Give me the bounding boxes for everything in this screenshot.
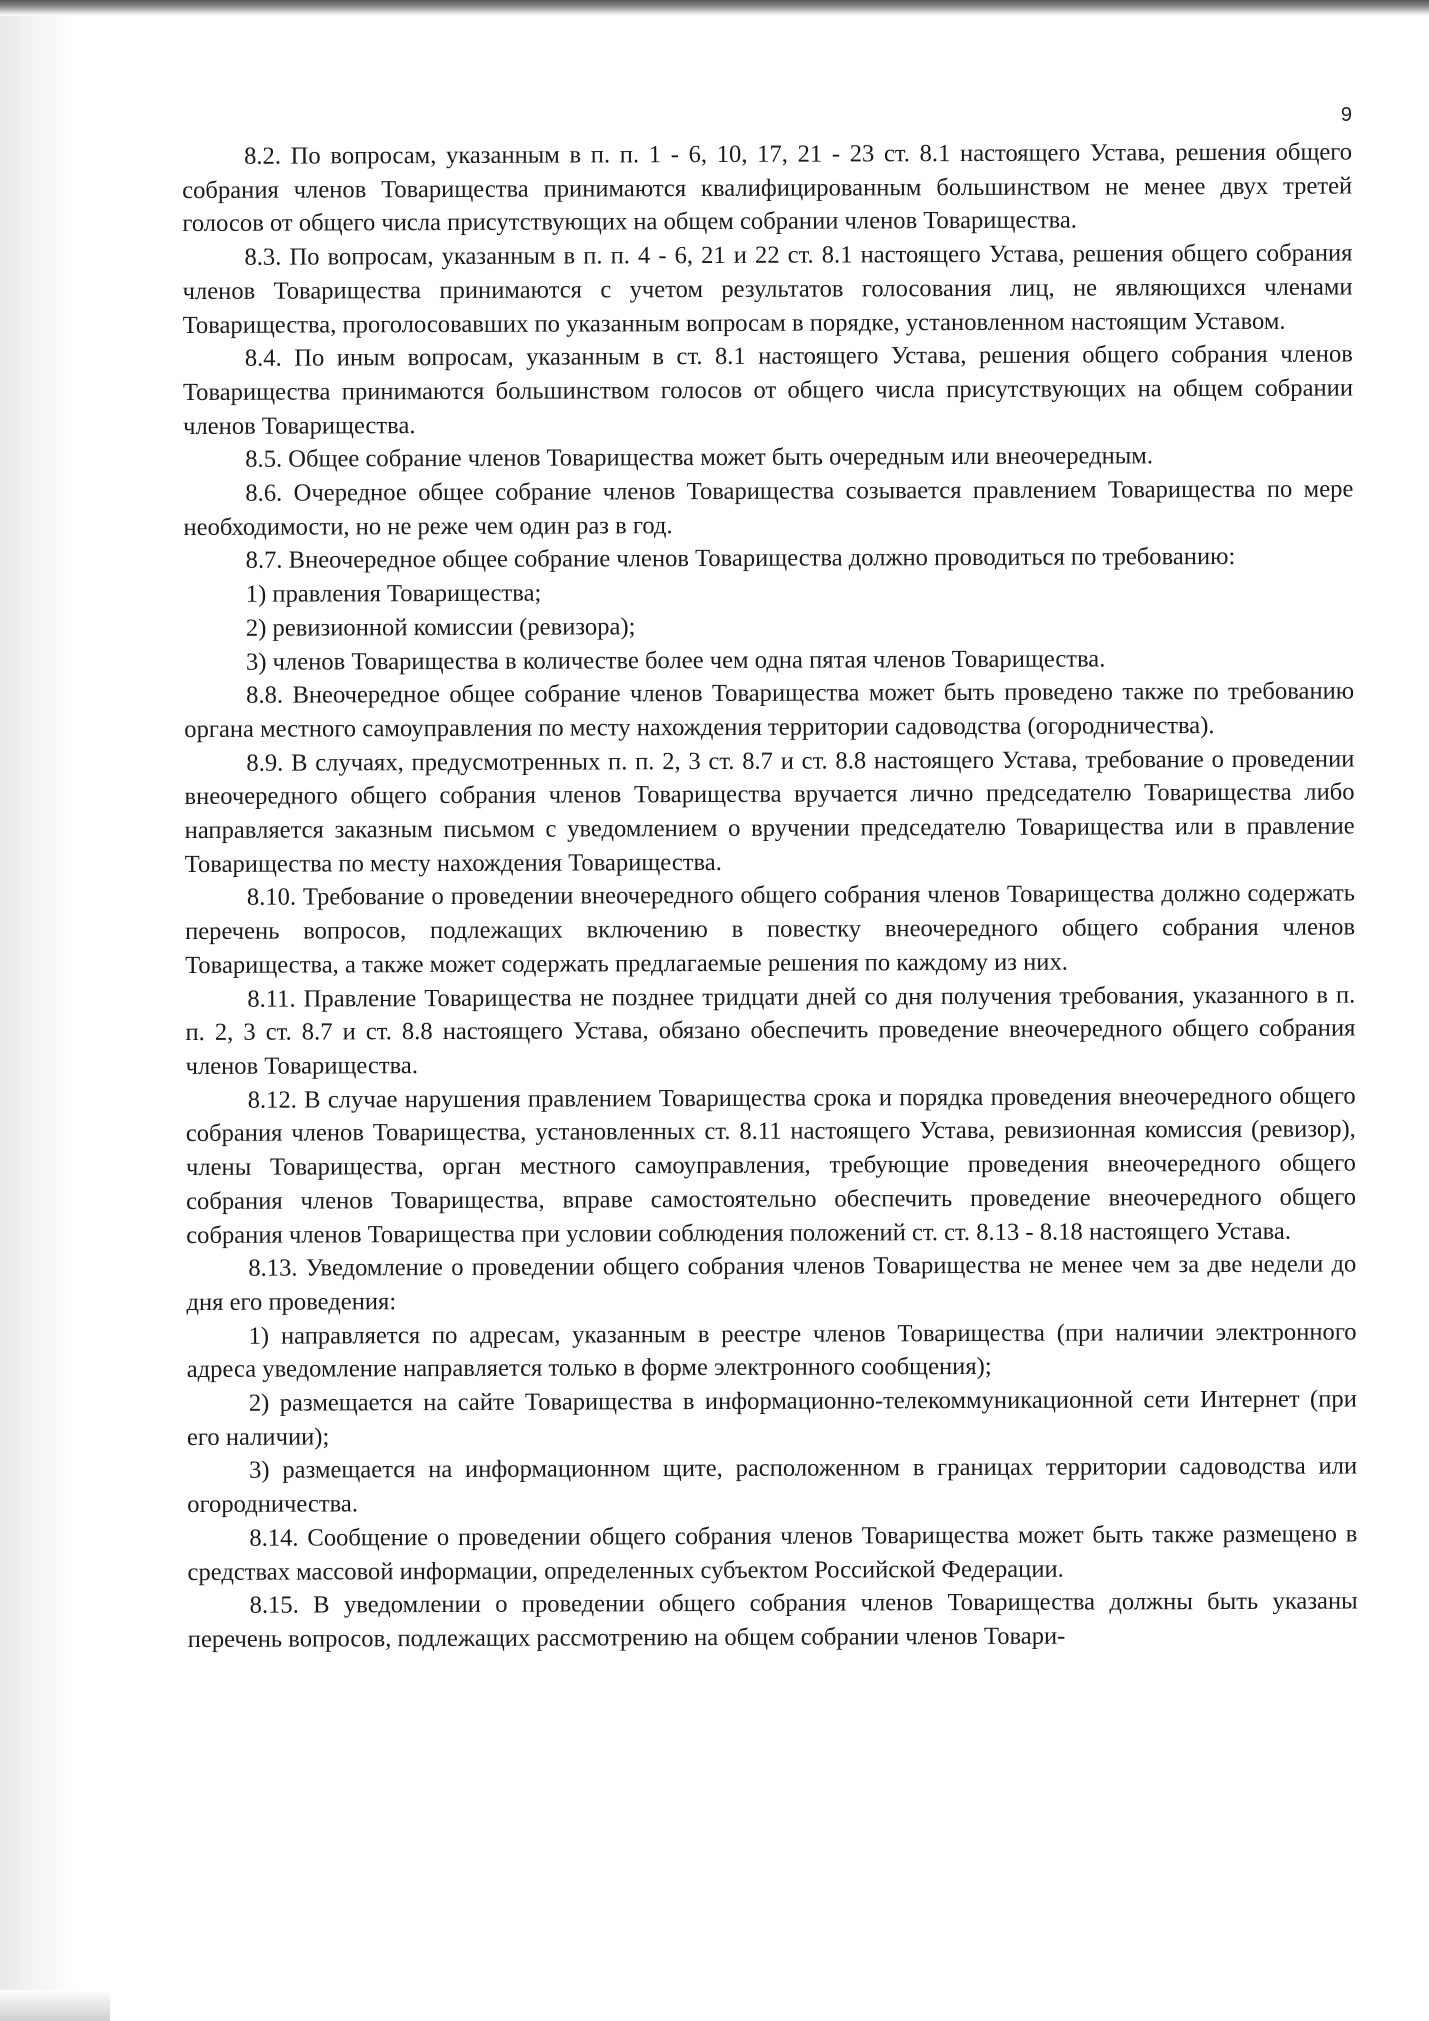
clause-8-7-item-3: 3) членов Товарищества в количестве более чем одна пятая членов Товарищества. <box>245 645 1106 676</box>
document-body <box>182 136 1358 1657</box>
scan-shadow-top <box>0 0 1429 16</box>
clause-8-2: 8.2. По вопросам, указанным в п. п. 1 - 6, 10, 17, 21 - 23 ст. 8.1 настоящего Устава, решения общего собрания членов Товарищества принимаются квалифицированным большинством не менее двух третей голосов от общего числа присутствующих на общем собрании членов Товарищества. <box>182 138 1353 238</box>
scan-shadow-bottom-corner <box>0 1990 110 2021</box>
page-number: 9 <box>1340 104 1352 126</box>
clause-8-7-item-2: 2) ревизионной комиссии (ревизора); <box>245 613 636 642</box>
scan-shadow-left <box>0 0 78 2021</box>
clause-8-13-item-3: 3) размещается на информационном щите, расположенном в границах территории садоводства или огородничества. <box>187 1452 1358 1519</box>
clause-8-7: 8.7. Внеочередное общее собрание членов Товарищества должно проводиться по требованию: <box>245 543 1236 575</box>
clause-8-7-item-1: 1) правления Товарищества; <box>245 579 542 608</box>
clause-8-6: 8.6. Очередное общее собрание членов Товарищества созывается правлением Товарищества по мере необходимости, но не реже чем один раз в год. <box>183 475 1354 541</box>
clause-8-8: 8.8. Внеочередное общее собрание членов Товарищества может быть проведено также по требованию органа местного самоуправления по месту нахождения территории садоводства (огородничества). <box>184 677 1355 743</box>
clause-8-5: 8.5. Общее собрание членов Товарищества может быть очередным или внеочередным. <box>245 442 1154 474</box>
clause-8-13: 8.13. Уведомление о проведении общего собрания членов Товарищества не менее чем за две недели до дня его проведения: <box>186 1250 1357 1316</box>
clause-8-15: 8.15. В уведомлении о проведении общего собрания членов Товарищества должны быть указаны перечень вопросов, подлежащих рассмотрению на общем собрании членов Товари- <box>187 1587 1358 1653</box>
clause-8-4: 8.4. По иным вопросам, указанным в ст. 8.1 настоящего Устава, решения общего собрания членов Товарищества принимаются большинством голосов от общего числа присутствующих на общем собрании членов Товарищества. <box>182 340 1354 440</box>
clause-8-10: 8.10. Требование о проведении внеочередного общего собрания членов Товарищества должно содержать перечень вопросов, подлежащих включению в повестку внеочередного общего собрания членов Товарищества, а также может содержать предлагаемые решения по каждому из них. <box>184 879 1356 979</box>
clause-8-13-item-2: 2) размещается на сайте Товарищества в информационно-телекоммуникационной сети Интернет (при его наличии); <box>186 1385 1357 1451</box>
clause-8-11: 8.11. Правление Товарищества не позднее тридцати дней со дня получения требования, указанного в п. п. 2, 3 ст. 8.7 и ст. 8.8 настоящего Устава, обязано обеспечить проведение внеочередного общего собрания членов Товарищества. <box>185 981 1356 1080</box>
clause-8-9: 8.9. В случаях, предусмотренных п. п. 2, 3 ст. 8.7 и ст. 8.8 настоящего Устава, требование о проведении внеочередного общего собрания членов Товарищества вручается лично председателю Товарищества либо направляется заказным письмом с уведомлением о вручении председателю Товарищества или в правление Товарищества по месту нахождения Товарищества. <box>184 745 1355 878</box>
clause-8-14: 8.14. Сообщение о проведении общего собрания членов Товарищества может быть также размещено в средствах массовой информации, определенных субъектом Российской Федерации. <box>187 1520 1358 1586</box>
clause-8-12: 8.12. В случае нарушения правлением Товарищества срока и порядка проведения внеочередного общего собрания членов Товарищества, установленных ст. 8.11 настоящего Устава, ревизионная комиссия (ревизор), члены Товарищества, орган местного самоуправления, требующие проведения внеочередного общего собрания членов Товарищества, вправе самостоятельно обеспечить проведение внеочередного общего собрания членов Товарищества при условии соблюдения положений ст. ст. 8.13 - 8.18 настоящего Устава. <box>185 1082 1357 1249</box>
clause-8-3: 8.3. По вопросам, указанным в п. п. 4 - 6, 21 и 22 ст. 8.1 настоящего Устава, решения общего собрания членов Товарищества принимаются с учетом результатов голосования лиц, не являющихся членами Товарищества, проголосовавших по указанным вопросам в порядке, установленном настоящим Уставом. <box>182 239 1353 339</box>
clause-8-13-item-1: 1) направляется по адресам, указанным в реестре членов Товарищества (при наличии электронного адреса уведомление направляется только в форме электронного сообщения); <box>186 1318 1357 1384</box>
